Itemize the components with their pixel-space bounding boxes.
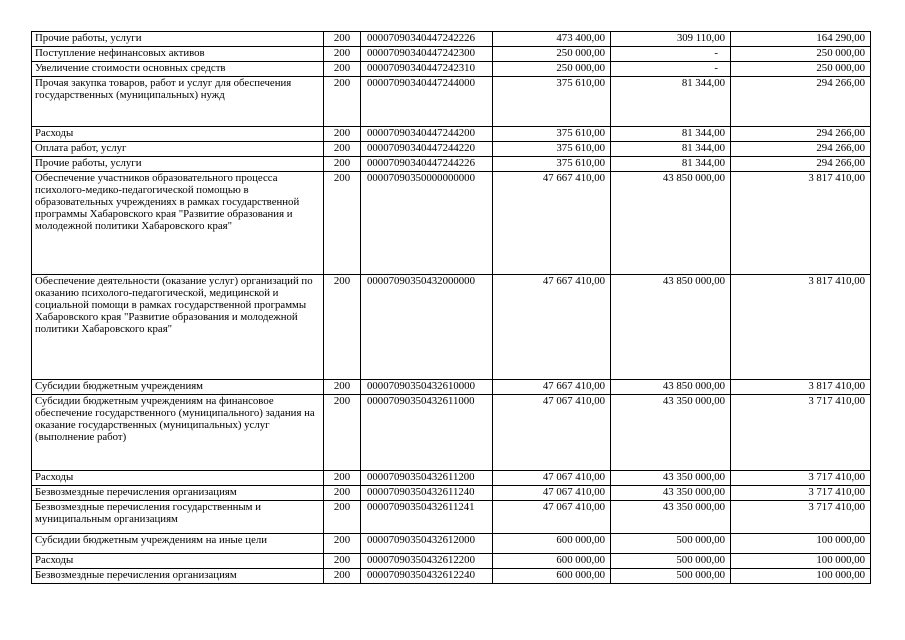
row-unexecuted-cell: 164 290,00	[731, 32, 871, 47]
row-approved-cell: 600 000,00	[493, 554, 611, 569]
row-approved-cell: 47 067 410,00	[493, 486, 611, 501]
row-unexecuted-cell: 3 817 410,00	[731, 275, 871, 380]
row-approved-cell: 375 610,00	[493, 77, 611, 127]
row-code-cell: 200	[324, 172, 361, 275]
row-unexecuted-cell: 3 717 410,00	[731, 501, 871, 534]
row-executed-cell: 43 850 000,00	[611, 380, 731, 395]
report-page	[31, 31, 871, 584]
row-approved-cell: 375 610,00	[493, 157, 611, 172]
row-approved-cell: 250 000,00	[493, 47, 611, 62]
row-executed-cell: 43 850 000,00	[611, 275, 731, 380]
row-unexecuted-cell: 3 817 410,00	[731, 380, 871, 395]
row-approved-cell: 250 000,00	[493, 62, 611, 77]
row-executed-cell: 309 110,00	[611, 32, 731, 47]
table-row	[32, 569, 871, 584]
row-kbk-cell: 00007090350432610000	[361, 380, 493, 395]
row-executed-cell: 43 350 000,00	[611, 501, 731, 534]
row-approved-cell: 600 000,00	[493, 534, 611, 554]
row-name-cell: Обеспечение деятельности (оказание услуг) организаций по оказанию психолого-педагогической, медицинской и социальной помощи в рамках государственной программы Хабаровского края "Развитие образования и молодежной политики Хабаровского края"	[32, 275, 324, 380]
table-row	[32, 77, 871, 127]
row-executed-cell: 81 344,00	[611, 157, 731, 172]
row-code-cell: 200	[324, 47, 361, 62]
row-code-cell: 200	[324, 486, 361, 501]
table-row	[32, 62, 871, 77]
row-kbk-cell: 00007090350432611000	[361, 395, 493, 471]
row-unexecuted-cell: 3 717 410,00	[731, 395, 871, 471]
row-executed-cell: 43 350 000,00	[611, 471, 731, 486]
row-kbk-cell: 00007090340447244000	[361, 77, 493, 127]
row-unexecuted-cell: 100 000,00	[731, 554, 871, 569]
row-executed-cell: 81 344,00	[611, 127, 731, 142]
row-name-cell: Обеспечение участников образовательного процесса психолого-медико-педагогической помощью в образовательных учреждениях в рамках государственной программы Хабаровского края "Развитие образования и молодежной политики Хабаровского края"	[32, 172, 324, 275]
table-row	[32, 157, 871, 172]
row-kbk-cell: 00007090350432612240	[361, 569, 493, 584]
row-code-cell: 200	[324, 127, 361, 142]
row-approved-cell: 47 067 410,00	[493, 395, 611, 471]
row-name-cell: Расходы	[32, 554, 324, 569]
row-kbk-cell: 00007090350432611241	[361, 501, 493, 534]
table-row	[32, 380, 871, 395]
row-name-cell: Прочая закупка товаров, работ и услуг для обеспечения государственных (муниципальных) нужд	[32, 77, 324, 127]
table-row	[32, 142, 871, 157]
table-row	[32, 554, 871, 569]
table-row	[32, 32, 871, 47]
row-code-cell: 200	[324, 380, 361, 395]
row-approved-cell: 600 000,00	[493, 569, 611, 584]
row-kbk-cell: 00007090350000000000	[361, 172, 493, 275]
row-kbk-cell: 00007090340447244200	[361, 127, 493, 142]
row-code-cell: 200	[324, 275, 361, 380]
row-code-cell: 200	[324, 554, 361, 569]
row-name-cell: Оплата работ, услуг	[32, 142, 324, 157]
row-code-cell: 200	[324, 534, 361, 554]
row-code-cell: 200	[324, 569, 361, 584]
table-row	[32, 486, 871, 501]
row-code-cell: 200	[324, 32, 361, 47]
row-code-cell: 200	[324, 77, 361, 127]
row-kbk-cell: 00007090350432612200	[361, 554, 493, 569]
row-executed-cell: 43 850 000,00	[611, 172, 731, 275]
row-name-cell: Безвозмездные перечисления организациям	[32, 486, 324, 501]
row-kbk-cell: 00007090350432000000	[361, 275, 493, 380]
row-executed-cell: 81 344,00	[611, 142, 731, 157]
row-executed-cell: -	[611, 62, 731, 77]
row-kbk-cell: 00007090350432611240	[361, 486, 493, 501]
row-approved-cell: 473 400,00	[493, 32, 611, 47]
row-code-cell: 200	[324, 157, 361, 172]
table-row	[32, 275, 871, 380]
row-executed-cell: -	[611, 47, 731, 62]
table-row	[32, 501, 871, 534]
table-row	[32, 534, 871, 554]
row-name-cell: Поступление нефинансовых активов	[32, 47, 324, 62]
row-unexecuted-cell: 250 000,00	[731, 47, 871, 62]
table-row	[32, 395, 871, 471]
row-unexecuted-cell: 100 000,00	[731, 534, 871, 554]
row-code-cell: 200	[324, 62, 361, 77]
row-name-cell: Субсидии бюджетным учреждениям на финансовое обеспечение государственного (муниципального) задания на оказание государственных (муниципальных) услуг (выполнение работ)	[32, 395, 324, 471]
row-unexecuted-cell: 3 817 410,00	[731, 172, 871, 275]
row-unexecuted-cell: 294 266,00	[731, 142, 871, 157]
row-approved-cell: 47 067 410,00	[493, 471, 611, 486]
row-executed-cell: 500 000,00	[611, 554, 731, 569]
row-name-cell: Прочие работы, услуги	[32, 32, 324, 47]
row-kbk-cell: 00007090340447242226	[361, 32, 493, 47]
row-kbk-cell: 00007090340447242300	[361, 47, 493, 62]
row-kbk-cell: 00007090340447244226	[361, 157, 493, 172]
row-name-cell: Субсидии бюджетным учреждениям	[32, 380, 324, 395]
row-executed-cell: 500 000,00	[611, 534, 731, 554]
row-code-cell: 200	[324, 471, 361, 486]
row-kbk-cell: 00007090350432612000	[361, 534, 493, 554]
row-name-cell: Безвозмездные перечисления государственным и муниципальным организациям	[32, 501, 324, 534]
table-body	[32, 32, 871, 584]
row-kbk-cell: 00007090340447244220	[361, 142, 493, 157]
row-name-cell: Увеличение стоимости основных средств	[32, 62, 324, 77]
row-executed-cell: 81 344,00	[611, 77, 731, 127]
row-executed-cell: 43 350 000,00	[611, 486, 731, 501]
row-code-cell: 200	[324, 142, 361, 157]
row-name-cell: Субсидии бюджетным учреждениям на иные цели	[32, 534, 324, 554]
row-executed-cell: 43 350 000,00	[611, 395, 731, 471]
row-approved-cell: 47 067 410,00	[493, 501, 611, 534]
table-row	[32, 471, 871, 486]
row-unexecuted-cell: 100 000,00	[731, 569, 871, 584]
row-code-cell: 200	[324, 501, 361, 534]
row-executed-cell: 500 000,00	[611, 569, 731, 584]
row-unexecuted-cell: 250 000,00	[731, 62, 871, 77]
table-row	[32, 47, 871, 62]
row-approved-cell: 375 610,00	[493, 127, 611, 142]
row-unexecuted-cell: 294 266,00	[731, 127, 871, 142]
table-row	[32, 127, 871, 142]
row-name-cell: Прочие работы, услуги	[32, 157, 324, 172]
row-approved-cell: 47 667 410,00	[493, 172, 611, 275]
table-row	[32, 172, 871, 275]
row-name-cell: Расходы	[32, 127, 324, 142]
row-kbk-cell: 00007090340447242310	[361, 62, 493, 77]
row-name-cell: Расходы	[32, 471, 324, 486]
row-approved-cell: 375 610,00	[493, 142, 611, 157]
row-approved-cell: 47 667 410,00	[493, 380, 611, 395]
row-unexecuted-cell: 294 266,00	[731, 157, 871, 172]
row-unexecuted-cell: 3 717 410,00	[731, 486, 871, 501]
row-approved-cell: 47 667 410,00	[493, 275, 611, 380]
row-code-cell: 200	[324, 395, 361, 471]
row-kbk-cell: 00007090350432611200	[361, 471, 493, 486]
row-unexecuted-cell: 3 717 410,00	[731, 471, 871, 486]
row-name-cell: Безвозмездные перечисления организациям	[32, 569, 324, 584]
row-unexecuted-cell: 294 266,00	[731, 77, 871, 127]
budget-execution-table	[31, 31, 871, 584]
